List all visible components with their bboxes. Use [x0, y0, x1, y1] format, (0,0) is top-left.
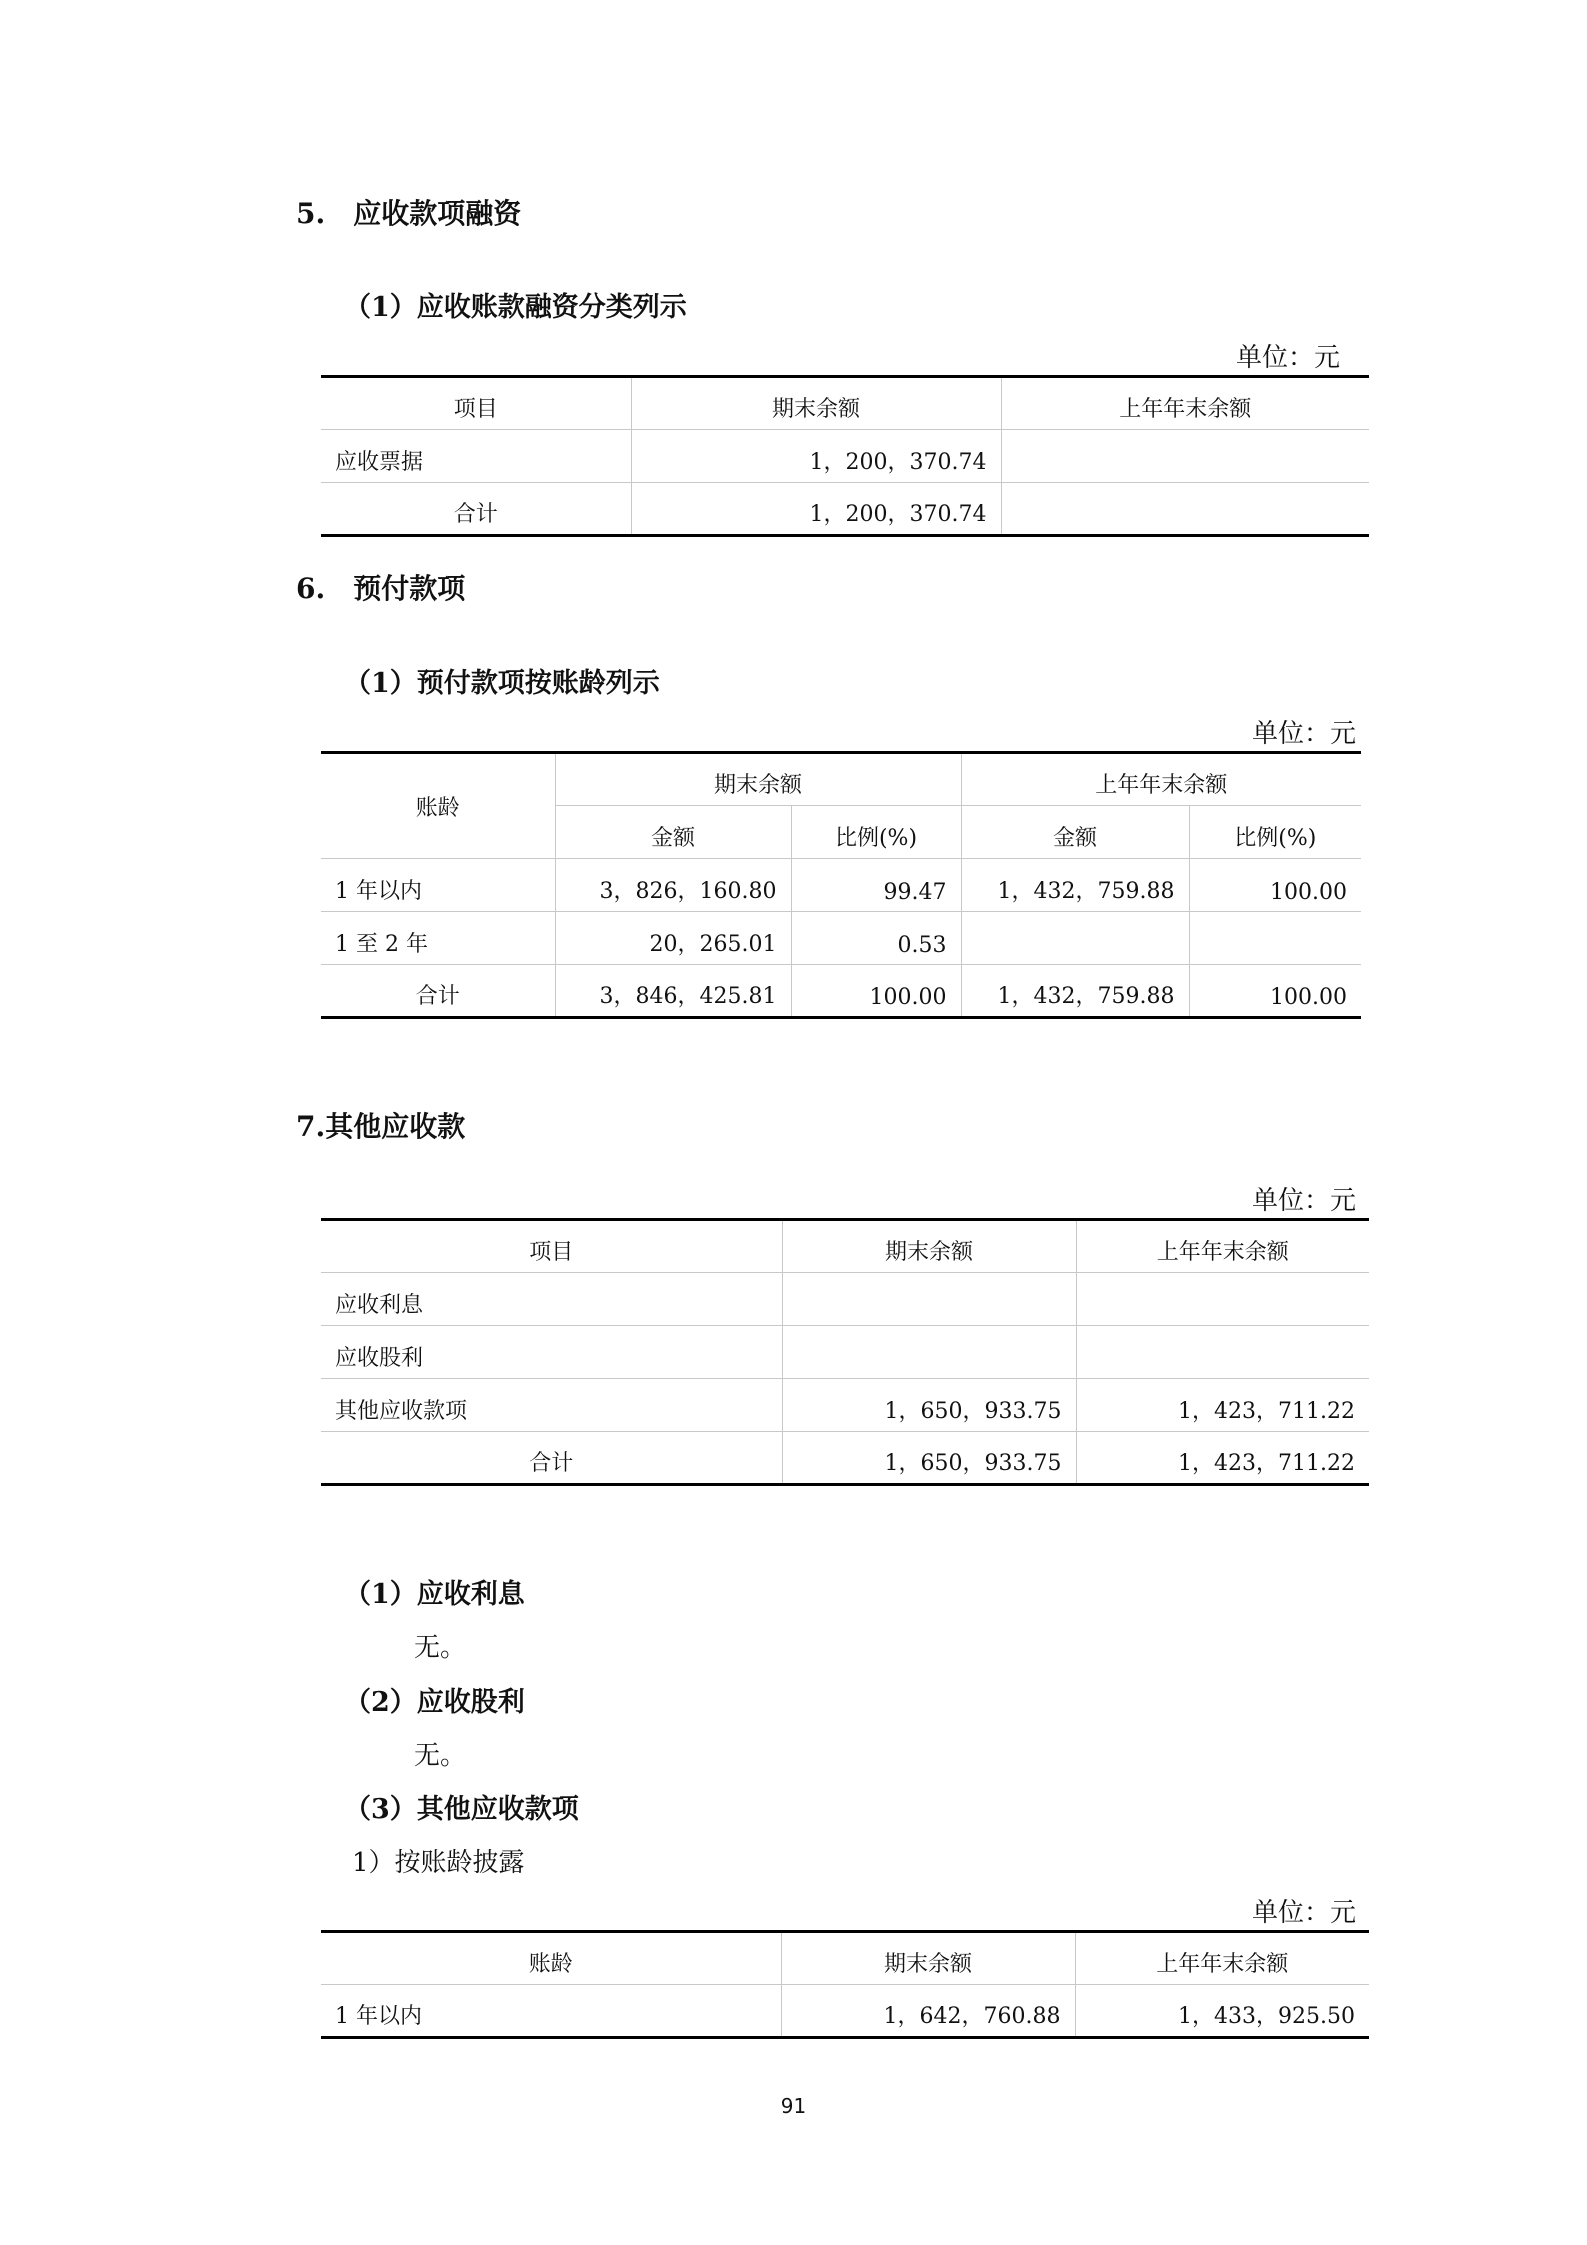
- header-item: 项目: [321, 1220, 782, 1273]
- table-row: [321, 912, 1361, 965]
- other-receivables-aging-table: [321, 1930, 1369, 2039]
- header-prev-ratio: 比例(%): [1189, 806, 1361, 859]
- prepayments-aging-table: [321, 751, 1361, 1019]
- cell-prev-ratio: 100.00: [1189, 965, 1361, 1018]
- section-7-sub3-heading: （3）其他应收款项: [344, 1794, 579, 1825]
- cell-age: 合计: [321, 965, 555, 1018]
- section-5-heading: 5. 应收款项融资: [296, 197, 522, 230]
- cell-prev: [1076, 1273, 1369, 1326]
- header-end-ratio: 比例(%): [791, 806, 961, 859]
- cell-end-amount: 20，265.01: [555, 912, 791, 965]
- unit-label: 单位：元: [1251, 719, 1356, 749]
- table-header-row: [321, 753, 1361, 806]
- cell-item: 其他应收款项: [321, 1379, 782, 1432]
- cell-item: 应收票据: [321, 430, 631, 483]
- unit-label: 单位：元: [1251, 1186, 1356, 1216]
- cell-age: 1 年以内: [321, 859, 555, 912]
- cell-end-ratio: 99.47: [791, 859, 961, 912]
- header-prev-balance: 上年年末余额: [961, 753, 1361, 806]
- header-item: 项目: [321, 377, 631, 430]
- cell-item: 合计: [321, 483, 631, 536]
- section-6-sub1-heading: （1）预付款项按账龄列示: [344, 668, 660, 699]
- header-age: 账龄: [321, 1932, 781, 1985]
- cell-item: 合计: [321, 1432, 782, 1485]
- cell-prev-amount: 1，432，759.88: [961, 965, 1189, 1018]
- section-7-sub2-text: 无。: [414, 1741, 467, 1771]
- cell-prev: 1，423，711.22: [1076, 1432, 1369, 1485]
- table-row: [321, 1326, 1369, 1379]
- cell-end: 1，200，370.74: [631, 430, 1001, 483]
- table-row: [321, 1985, 1369, 2038]
- cell-prev: [1001, 430, 1369, 483]
- header-end-amount: 金额: [555, 806, 791, 859]
- cell-age: 1 至 2 年: [321, 912, 555, 965]
- table-row: [321, 1273, 1369, 1326]
- table-row: [321, 1379, 1369, 1432]
- section-7-sub1-text: 无。: [414, 1633, 467, 1663]
- cell-end: 1，200，370.74: [631, 483, 1001, 536]
- cell-item: 应收股利: [321, 1326, 782, 1379]
- section-7-sub1-heading: （1）应收利息: [344, 1579, 525, 1610]
- cell-end-ratio: 0.53: [791, 912, 961, 965]
- unit-label: 单位：元: [1235, 343, 1340, 373]
- cell-end: [782, 1326, 1076, 1379]
- section-7-heading: 7.其他应收款: [296, 1110, 466, 1143]
- cell-end: 1，650，933.75: [782, 1379, 1076, 1432]
- cell-end: 1，642，760.88: [781, 1985, 1075, 2038]
- other-receivables-table: [321, 1218, 1369, 1486]
- header-prev-balance: 上年年末余额: [1075, 1932, 1369, 1985]
- cell-prev: [1076, 1326, 1369, 1379]
- table-header-row: [321, 1220, 1369, 1273]
- cell-prev-ratio: [1189, 912, 1361, 965]
- header-prev-balance: 上年年末余额: [1076, 1220, 1369, 1273]
- table-header-row: [321, 377, 1369, 430]
- section-7-sub3-1-heading: 1）按账龄披露: [352, 1848, 525, 1878]
- section-7-sub2-heading: （2）应收股利: [344, 1687, 525, 1718]
- header-end-balance: 期末余额: [782, 1220, 1076, 1273]
- table-total-row: [321, 483, 1369, 536]
- table-row: [321, 430, 1369, 483]
- section-5-sub1-heading: （1）应收账款融资分类列示: [344, 292, 687, 323]
- cell-prev-amount: 1，432，759.88: [961, 859, 1189, 912]
- table-total-row: [321, 965, 1361, 1018]
- unit-label: 单位：元: [1251, 1898, 1356, 1928]
- cell-end-amount: 3，846，425.81: [555, 965, 791, 1018]
- receivables-financing-table: [321, 375, 1369, 537]
- table-row: [321, 859, 1361, 912]
- cell-item: 应收利息: [321, 1273, 782, 1326]
- cell-prev-ratio: 100.00: [1189, 859, 1361, 912]
- header-prev-balance: 上年年末余额: [1001, 377, 1369, 430]
- header-end-balance: 期末余额: [781, 1932, 1075, 1985]
- cell-age: 1 年以内: [321, 1985, 781, 2038]
- cell-prev: [1001, 483, 1369, 536]
- cell-end: [782, 1273, 1076, 1326]
- cell-end-ratio: 100.00: [791, 965, 961, 1018]
- header-age: 账龄: [321, 753, 555, 859]
- table-header-row: [321, 1932, 1369, 1985]
- section-6-heading: 6. 预付款项: [296, 572, 466, 605]
- cell-prev-amount: [961, 912, 1189, 965]
- cell-end: 1，650，933.75: [782, 1432, 1076, 1485]
- cell-prev: 1，423，711.22: [1076, 1379, 1369, 1432]
- table-total-row: [321, 1432, 1369, 1485]
- header-prev-amount: 金额: [961, 806, 1189, 859]
- header-end-balance: 期末余额: [555, 753, 961, 806]
- cell-end-amount: 3，826，160.80: [555, 859, 791, 912]
- page-number: 91: [780, 2094, 807, 2118]
- cell-prev: 1，433，925.50: [1075, 1985, 1369, 2038]
- header-end-balance: 期末余额: [631, 377, 1001, 430]
